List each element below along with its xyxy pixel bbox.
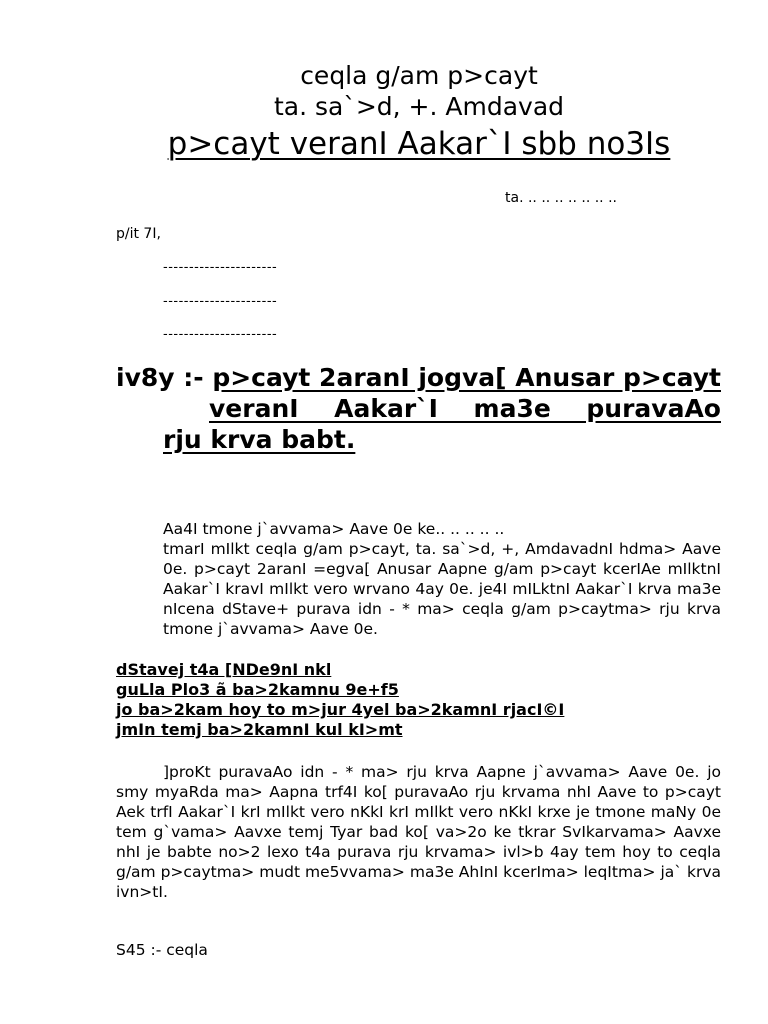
date-field: ta. .. .. .. .. .. .. .. xyxy=(505,190,617,206)
address-blank-3: ---------------------- xyxy=(163,327,278,342)
office-name: ceqla g/am p>cayt xyxy=(300,61,538,90)
subject-line-2: veranI Aakar`I ma3e puravaAo xyxy=(209,394,721,423)
intro-paragraph xyxy=(116,519,721,639)
subject-line-3: rju krva babt. xyxy=(163,425,356,454)
document-item: jmIn temj ba>2kamnI kul kI>mt xyxy=(116,720,403,739)
signature-line: S45 :- ceqla xyxy=(116,941,208,959)
documents-list xyxy=(116,660,736,740)
closing-lead: ]proKt puravaAo idn - * ma> rju krva Aapne j`avvama> Aave xyxy=(163,763,668,781)
intro-body: tmarI mIlkt ceqla g/am p>cayt, ta. sa`>d, +, AmdavadnI hdma> Aave 0e. p>cayt 2aranI =egva[ Anusar Aapne g/am p>cayt kcerIAe mIlktnI Aakar`I kravI mIlkt vero wrvano 4ay 0e. je4I mILktnI Aakar`I krva ma3e nIcena dStave+ purava idn - * ma> ceqla g/am p>caytma> rju krva tmone j`avvama> Aave 0e. xyxy=(163,540,721,638)
subject-line-1: p>cayt 2aranI jogva[ Anusar p>cayt xyxy=(212,363,721,392)
closing-body: 0e. jo smy myaRda ma> Aapna trf4I ko[ puravaAo rju krvama nhI Aave to p>cayt Aek trfI Aakar`I krI mIlkt vero nKkI krI mIlkt vero nKkI krxe je tmone maNy 0e tem g`vama> Aavxe temj Tyar bad ko[ va>2o ke tkrar SvIkarvama> Aavxe nhI je babte no>2 lexo t4a purava rju krvama> ivl>b 4ay tem hoy to ceqla g/am p>caytma> mudt me5vvama> ma3e AhInI kcerIma> leqItma> ja` krva ivn>tI. xyxy=(116,763,721,901)
address-blank-1: ---------------------- xyxy=(163,260,278,275)
recipient-label: p/it 7I, xyxy=(116,226,161,242)
document-item: dStavej t4a [NDe9nI nkl xyxy=(116,660,332,679)
address-blank-2: ---------------------- xyxy=(163,294,278,309)
office-location: ta. sa`>d, +. Amdavad xyxy=(273,92,565,121)
subject-block xyxy=(116,362,721,455)
notice-title: p>cayt veranI Aakar`I sbb no3Is xyxy=(167,126,671,162)
document-item: jo ba>2kam hoy to m>jur 4yel ba>2kamnI rjacI©I xyxy=(116,700,565,719)
document-item: guLla Plo3 ã ba>2kamnu 9e+f5 xyxy=(116,680,399,699)
intro-line: Aa4I tmone j`avvama> Aave 0e ke.. .. .. .. .. xyxy=(163,520,505,538)
closing-paragraph xyxy=(116,762,721,902)
subject-prefix: iv8y :- xyxy=(116,363,213,392)
